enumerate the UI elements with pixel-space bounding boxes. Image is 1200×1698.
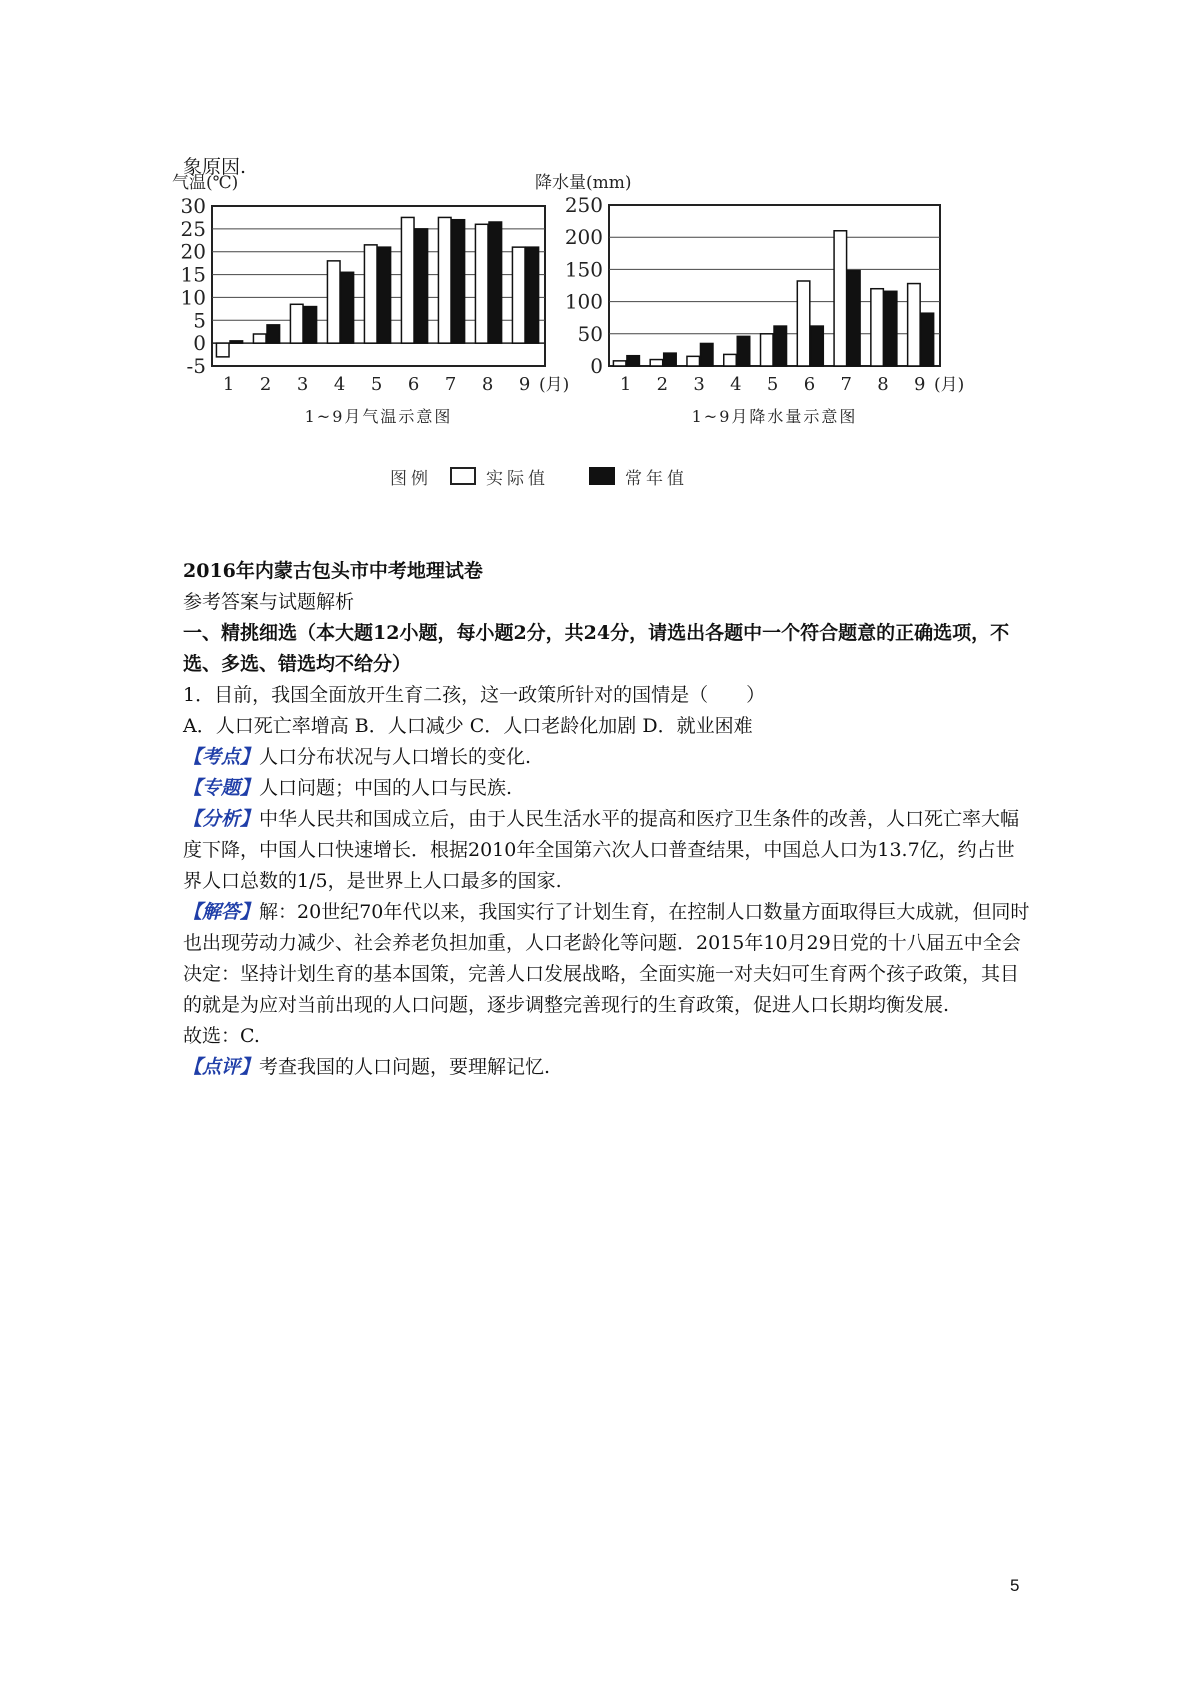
zhuanti-tag: 【专题】	[183, 777, 260, 799]
chart-title: 1~9月气温示意图	[304, 407, 453, 426]
bar-normal	[304, 307, 317, 344]
fenxi-row	[183, 804, 1033, 897]
y-tick-label: -5	[186, 354, 206, 378]
bar-actual	[908, 284, 921, 366]
question-options: A．人口死亡率增高 B．人口减少 C．人口老龄化加剧 D．就业困难	[183, 715, 753, 737]
legend-actual-label: 实际值	[486, 468, 549, 489]
document-subtitle: 参考答案与试题解析	[183, 591, 355, 613]
x-tick-label: 4	[730, 374, 742, 395]
bar-actual	[797, 281, 810, 366]
jieda-row	[183, 897, 1033, 1021]
document-title: 2016年内蒙古包头市中考地理试卷	[183, 560, 483, 582]
legend-swatch-normal	[589, 467, 615, 485]
bar-normal	[267, 325, 280, 343]
y-tick-label: 5	[193, 308, 206, 333]
precipitation-chart	[535, 170, 1035, 460]
bar-normal	[884, 291, 897, 366]
bar-normal	[811, 326, 824, 366]
y-tick-label: 30	[180, 194, 206, 218]
y-tick-label: 25	[180, 216, 206, 241]
chart-title: 1~9月降水量示意图	[691, 407, 858, 426]
bar-normal	[700, 343, 713, 366]
bar-normal	[526, 247, 539, 343]
answer-line: 故选：C.	[183, 1025, 260, 1047]
bar-actual	[475, 224, 488, 343]
bar-normal	[489, 222, 502, 343]
section-heading: 一、精挑细选（本大题12小题，每小题2分，共24分，请选出各题中一个符合题意的正确选项，不选、多选、错选均不给分）	[183, 622, 1010, 675]
x-tick-label: 3	[693, 374, 705, 395]
bar-normal	[230, 341, 243, 343]
y-tick-label: 50	[577, 321, 603, 346]
bar-normal	[664, 353, 677, 366]
kaodian-text: 人口分布状况与人口增长的变化.	[259, 746, 532, 768]
bar-actual	[834, 231, 847, 366]
dianping-text: 考查我国的人口问题，要理解记忆.	[259, 1056, 551, 1078]
temperature-chart	[170, 170, 610, 460]
bar-actual	[364, 245, 377, 343]
intro-text: 象原因.	[183, 156, 247, 178]
bar-normal	[737, 336, 750, 366]
x-tick-label: 5	[370, 374, 383, 395]
bar-actual	[871, 289, 884, 366]
x-tick-label: 1	[222, 374, 235, 395]
dianping-row	[183, 1052, 1033, 1083]
bar-actual	[761, 334, 774, 366]
x-tick-label: 3	[296, 374, 309, 395]
x-tick-label: 6	[803, 374, 816, 395]
bar-normal	[848, 271, 861, 366]
y-tick-label: 150	[564, 257, 603, 282]
fenxi-tag: 【分析】	[183, 808, 260, 830]
x-tick-label: 1	[619, 374, 632, 395]
kaodian-tag: 【考点】	[183, 746, 260, 768]
jieda-text: 解：20世纪70年代以来，我国实行了计划生育，在控制人口数量方面取得巨大成就，但同时也出现劳动力减少、社会养老负担加重，人口老龄化等问题．2015年10月29日党的十八届五中全会决定：坚持计划生育的基本国策，完善人口发展战略，全面实施一对夫妇可生育两个孩子政策，其目的就是为应对当前出现的人口问题，逐步调整完善现行的生育政策，促进人口长期均衡发展.	[183, 901, 1030, 1016]
question-text: 1．目前，我国全面放开生育二孩，这一政策所针对的国情是（ ）	[183, 684, 766, 706]
y-tick-label: 250	[564, 193, 603, 217]
x-tick-label: 2	[656, 374, 669, 395]
bar-normal	[452, 220, 465, 343]
bar-actual	[613, 361, 626, 366]
zhuanti-text: 人口问题；中国的人口与民族.	[259, 777, 513, 799]
fenxi-text: 中华人民共和国成立后，由于人民生活水平的提高和医疗卫生条件的改善，人口死亡率大幅度下降，中国人口快速增长．根据2010年全国第六次人口普查结果，中国总人口为13.7亿，约占世界人口总数的1/5，是世界上人口最多的国家.	[183, 808, 1020, 892]
bar-normal	[774, 326, 787, 366]
x-axis-unit: (月)	[934, 375, 965, 395]
bar-actual	[253, 334, 266, 343]
x-tick-label: 7	[444, 374, 457, 395]
legend-normal-label: 常年值	[625, 468, 688, 489]
page-number: 5	[1010, 1576, 1020, 1595]
kaodian-row	[183, 742, 1033, 773]
x-tick-label: 5	[766, 374, 779, 395]
bar-actual	[401, 217, 414, 343]
y-tick-label: 100	[564, 289, 603, 314]
bar-actual	[724, 354, 737, 366]
x-tick-label: 6	[407, 374, 420, 395]
x-tick-label: 2	[259, 374, 272, 395]
bar-normal	[415, 229, 428, 343]
chart-legend	[390, 462, 810, 490]
bar-normal	[921, 313, 934, 366]
y-tick-label: 20	[180, 239, 206, 264]
y-tick-label: 0	[590, 354, 603, 378]
bar-actual	[650, 360, 663, 366]
dianping-tag: 【点评】	[183, 1056, 260, 1078]
y-tick-label: 15	[180, 262, 206, 287]
y-tick-label: 10	[180, 285, 206, 310]
legend-swatch-actual	[450, 467, 476, 485]
legend-label: 图例	[390, 468, 432, 489]
bar-actual	[290, 304, 303, 343]
x-tick-label: 8	[481, 374, 494, 395]
bar-actual	[327, 261, 340, 343]
y-axis-label: 气温(℃)	[172, 173, 239, 193]
x-tick-label: 7	[840, 374, 852, 395]
jieda-tag: 【解答】	[183, 901, 260, 923]
bar-normal	[341, 272, 354, 343]
y-axis-label: 降水量(mm)	[535, 173, 632, 193]
x-tick-label: 9	[518, 374, 531, 395]
y-tick-label: 0	[193, 331, 206, 356]
bar-actual	[687, 356, 700, 366]
bar-actual	[512, 247, 525, 343]
x-tick-label: 4	[333, 374, 346, 395]
x-tick-label: 8	[877, 374, 889, 395]
zhuanti-row	[183, 773, 1033, 804]
x-tick-label: 9	[914, 374, 926, 395]
y-tick-label: 200	[564, 225, 603, 250]
answer-section	[183, 556, 1033, 1083]
bar-normal	[378, 247, 391, 343]
x-axis-unit: (月)	[539, 375, 570, 395]
bar-normal	[627, 356, 640, 366]
bar-actual	[216, 343, 229, 357]
bar-actual	[438, 217, 451, 343]
